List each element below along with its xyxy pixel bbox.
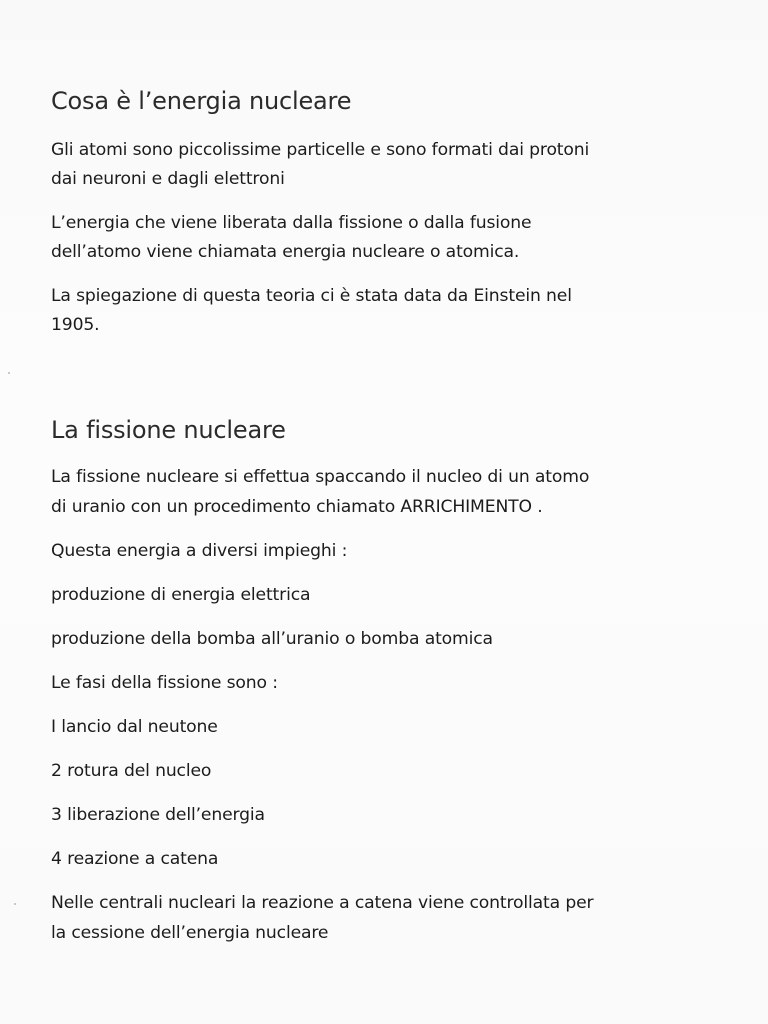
paragraph-line: 2 rotura del nucleo xyxy=(51,761,212,781)
paragraph-line: I lancio dal neutone xyxy=(51,717,218,737)
paragraph-line: produzione della bomba all’uranio o bomba atomica xyxy=(51,629,493,649)
paragraph-line: 4 reazione a catena xyxy=(51,849,219,869)
scan-speck xyxy=(14,903,16,905)
paragraph-line: 3 liberazione dell’energia xyxy=(51,805,265,825)
document-body xyxy=(51,84,731,949)
paragraph-line: La fissione nucleare si effettua spaccando il nucleo di un atomo xyxy=(51,467,590,487)
paragraph-line: dell’atomo viene chiamata energia nucleare o atomica. xyxy=(51,242,520,262)
paragraph-line: La spiegazione di questa teoria ci è stata data da Einstein nel xyxy=(51,286,572,306)
scan-speck xyxy=(8,372,10,374)
paragraph-line: la cessione dell’energia nucleare xyxy=(51,923,329,943)
paragraph-line: produzione di energia elettrica xyxy=(51,585,311,605)
section-heading: Cosa è l’energia nucleare xyxy=(51,87,352,115)
paragraph-line: Questa energia a diversi impieghi : xyxy=(51,541,348,561)
paragraph-line: Gli atomi sono piccolissime particelle e sono formati dai protoni xyxy=(51,140,590,160)
paragraph-line: L’energia che viene liberata dalla fissione o dalla fusione xyxy=(51,213,532,233)
section-heading: La fissione nucleare xyxy=(51,416,286,444)
paragraph-line: 1905. xyxy=(51,315,100,335)
paragraph-line: di uranio con un procedimento chiamato ARRICHIMENTO . xyxy=(51,497,543,517)
paragraph-line: Le fasi della fissione sono : xyxy=(51,673,278,693)
paragraph-line: dai neuroni e dagli elettroni xyxy=(51,169,285,189)
paragraph-line: Nelle centrali nucleari la reazione a catena viene controllata per xyxy=(51,893,594,913)
